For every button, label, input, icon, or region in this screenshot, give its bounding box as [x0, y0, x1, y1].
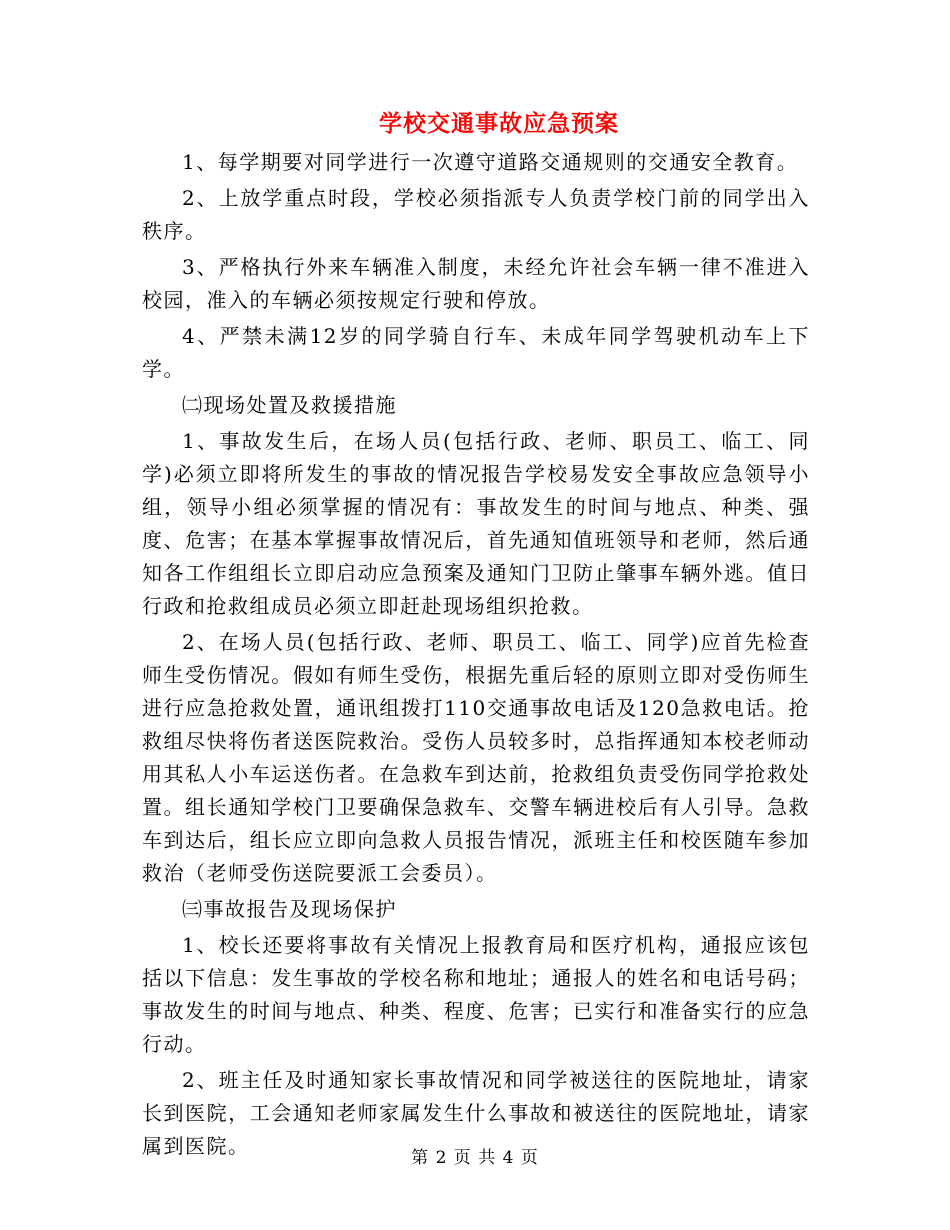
paragraph-rule-1: 1、每学期要对同学进行一次遵守道路交通规则的交通安全教育。 — [182, 150, 799, 174]
paragraph-onsite-1: 1、事故发生后，在场人员(包括行政、老师、职员工、临工、同学)必须立即将所发生的事故的情况报告学校易发安全事故应急领导小组，领导小组必须掌握的情况有：事故发生的时间与地点、种类、强度、危害；在基本掌握事故情况后，首先通知值班领导和老师，然后通知各工作组组长立即启动应急预案及通知门卫防止肇事车辆外逃。值日行政和抢救组成员必须立即赶赴现场组织抢救。 — [142, 429, 810, 618]
document-body — [142, 146, 810, 1166]
document-title: 学校交通事故应急预案 — [379, 110, 619, 137]
paragraph-rule-3: 3、严格执行外来车辆准入制度，未经允许社会车辆一律不准进入校园，准入的车辆必须按规定行驶和停放。 — [142, 255, 810, 312]
paragraph-report-1: 1、校长还要将事故有关情况上报教育局和医疗机构，通报应该包括以下信息：发生事故的学校名称和地址；通报人的姓名和电话号码；事故发生的时间与地点、种类、程度、危害；已实行和准备实行的应急行动。 — [142, 933, 810, 1056]
section-heading-onsite-response: ㈡现场处置及救援措施 — [182, 393, 397, 417]
paragraph-rule-4: 4、严禁未满12岁的同学骑自行车、未成年同学驾驶机动车上下学。 — [142, 324, 810, 381]
page-number: 第 2 页 共 4 页 — [411, 1148, 539, 1168]
section-heading-report-protection: ㈢事故报告及现场保护 — [182, 897, 397, 921]
paragraph-report-2: 2、班主任及时通知家长事故情况和同学被送往的医院地址，请家长到医院，工会通知老师家属发生什么事故和被送往的医院地址，请家属到医院。 — [142, 1068, 810, 1158]
paragraph-onsite-2: 2、在场人员(包括行政、老师、职员工、临工、同学)应首先检查师生受伤情况。假如有师生受伤，根据先重后轻的原则立即对受伤师生进行应急抢救处置，通讯组拨打110交通事故电话及120急救电话。抢救组尽快将伤者送医院救治。受伤人员较多时，总指挥通知本校老师动用其私人小车运送伤者。在急救车到达前，抢救组负责受伤同学抢救处置。组长通知学校门卫要确保急救车、交警车辆进校后有人引导。急救车到达后，组长应立即向急救人员报告情况，派班主任和校医随车参加救治（老师受伤送院要派工会委员）。 — [142, 630, 810, 885]
paragraph-rule-2: 2、上放学重点时段，学校必须指派专人负责学校门前的同学出入秩序。 — [142, 186, 810, 243]
